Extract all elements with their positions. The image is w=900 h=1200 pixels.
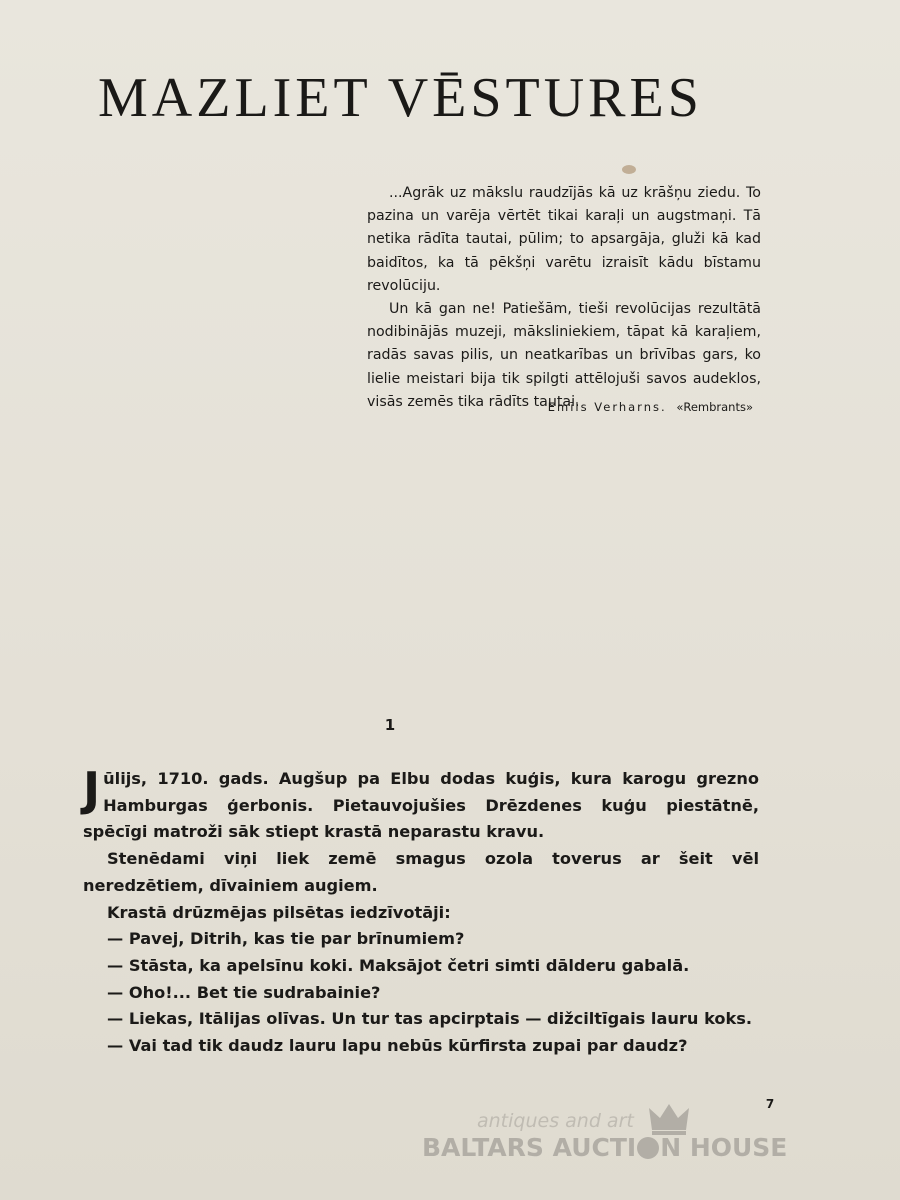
body-text	[83, 762, 759, 1060]
body-paragraph-text: ūlijs, 1710. gads. Augšup pa Elbu dodas kuģis, kura karogu grezno Hamburgas ģerbonis. Pietauvojušies Drēzdenes kuģu piestātnē, spēcīgi matroži sāk stiept krastā neparastu kravu.	[83, 769, 759, 842]
epigraph-paragraph: Un kā gan ne! Patiešām, tieši revolūcijas rezultātā nodibinājās muzeji, māksliniekiem, tāpat kā karaļiem, radās savas pilis, un neatkarības un brīvības gars, ko lielie meistari bija tik spilgti attēlojuši savos audeklos, visās zemēs tika rādīts tautai.	[367, 301, 761, 410]
body-paragraph: Stenēdami viņi liek zemē smagus ozola toverus ar šeit vēl neredzētiem, dīvainiem augiem.	[83, 849, 759, 895]
dialogue-line: — Oho!... Bet tie sudrabainie?	[107, 982, 381, 1002]
epigraph-paragraph: ...Agrāk uz mākslu raudzījās kā uz krāšņu ziedu. To pazina un varēja vērtēt tikai karaļi un augstmaņi. Tā netika rādīta tautai, pūlim; to apsargāja, gluži kā kad baidītos, ka tā pēkšņi varētu izraisīt kādu bīstamu revolūciju.	[367, 185, 761, 294]
page-title: MAZLIET VĒSTURES	[98, 67, 703, 129]
chapter-number: 1	[384, 716, 396, 734]
watermark	[420, 1100, 840, 1180]
page-number: 7	[765, 1097, 775, 1111]
dialogue-line: — Pavej, Ditrih, kas tie par brīnumiem?	[107, 929, 465, 949]
body-paragraph	[83, 762, 759, 846]
dialogue-line: — Stāsta, ka apelsīnu koki. Maksājot četri simti dālderu gabalā.	[107, 955, 690, 975]
watermark-brand-part2: N HOUSE	[660, 1133, 788, 1162]
body-paragraph: Krastā drūzmējas pilsētas iedzīvotāji:	[107, 902, 451, 922]
crown-icon	[644, 1100, 694, 1136]
epigraph-author: Emīls Verharns.	[547, 400, 667, 414]
epigraph-attribution	[367, 400, 753, 414]
watermark-o-icon	[637, 1137, 659, 1159]
watermark-tagline: antiques and art	[477, 1110, 634, 1132]
dialogue-line: — Vai tad tik daudz lauru lapu nebūs kūrfirsta zupai par daudz?	[107, 1036, 688, 1056]
paper-stain	[622, 165, 636, 174]
drop-cap: J	[83, 762, 101, 816]
epigraph-work: «Rembrants»	[676, 400, 753, 414]
watermark-brand-part1: BALTARS AUCTI	[422, 1133, 637, 1162]
dialogue-line: — Liekas, Itālijas olīvas. Un tur tas apcirptais — dižciltīgais lauru koks.	[107, 1009, 753, 1029]
epigraph	[367, 182, 761, 414]
watermark-brand	[422, 1133, 787, 1162]
